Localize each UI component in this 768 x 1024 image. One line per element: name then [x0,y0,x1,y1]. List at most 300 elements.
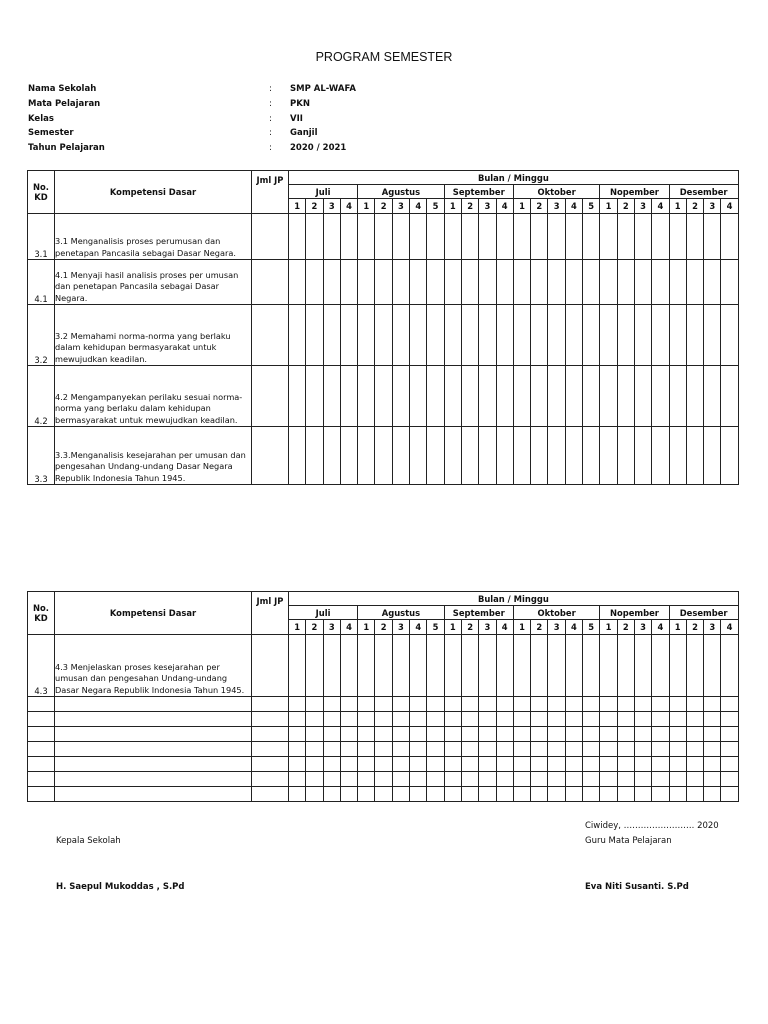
week-cell[interactable] [513,772,530,787]
week-cell[interactable] [479,366,496,427]
week-cell[interactable] [496,697,513,712]
week-cell[interactable] [392,214,409,260]
week-cell[interactable] [548,757,565,772]
week-cell[interactable] [306,366,323,427]
jml-jp-cell[interactable] [252,727,289,742]
week-cell[interactable] [565,697,582,712]
week-cell[interactable] [704,787,721,802]
week-cell[interactable] [617,305,634,366]
week-cell[interactable] [496,772,513,787]
week-cell[interactable] [358,214,375,260]
week-cell[interactable] [531,305,548,366]
week-cell[interactable] [392,757,409,772]
week-cell[interactable] [548,427,565,485]
week-cell[interactable] [340,727,357,742]
week-cell[interactable] [617,214,634,260]
jml-jp-cell[interactable] [252,305,289,366]
week-cell[interactable] [565,712,582,727]
week-cell[interactable] [289,787,306,802]
week-cell[interactable] [652,260,669,305]
week-cell[interactable] [375,427,392,485]
week-cell[interactable] [410,727,427,742]
week-cell[interactable] [669,427,686,485]
week-cell[interactable] [479,697,496,712]
week-cell[interactable] [358,772,375,787]
week-cell[interactable] [323,635,340,697]
week-cell[interactable] [375,260,392,305]
week-cell[interactable] [306,260,323,305]
week-cell[interactable] [479,772,496,787]
week-cell[interactable] [513,697,530,712]
week-cell[interactable] [704,757,721,772]
week-cell[interactable] [323,427,340,485]
week-cell[interactable] [427,366,444,427]
week-cell[interactable] [358,697,375,712]
week-cell[interactable] [600,214,617,260]
week-cell[interactable] [634,260,651,305]
week-cell[interactable] [565,635,582,697]
week-cell[interactable] [289,772,306,787]
week-cell[interactable] [669,712,686,727]
week-cell[interactable] [652,697,669,712]
week-cell[interactable] [461,787,478,802]
week-cell[interactable] [704,742,721,757]
week-cell[interactable] [634,635,651,697]
week-cell[interactable] [410,305,427,366]
week-cell[interactable] [652,787,669,802]
week-cell[interactable] [340,427,357,485]
week-cell[interactable] [583,260,600,305]
week-cell[interactable] [358,742,375,757]
week-cell[interactable] [410,712,427,727]
week-cell[interactable] [531,214,548,260]
week-cell[interactable] [686,427,703,485]
week-cell[interactable] [565,757,582,772]
week-cell[interactable] [600,366,617,427]
week-cell[interactable] [686,214,703,260]
week-cell[interactable] [704,427,721,485]
jml-jp-cell[interactable] [252,772,289,787]
week-cell[interactable] [600,772,617,787]
week-cell[interactable] [461,260,478,305]
week-cell[interactable] [513,214,530,260]
week-cell[interactable] [306,427,323,485]
week-cell[interactable] [721,214,738,260]
week-cell[interactable] [323,366,340,427]
week-cell[interactable] [427,757,444,772]
week-cell[interactable] [340,260,357,305]
week-cell[interactable] [479,260,496,305]
week-cell[interactable] [617,635,634,697]
week-cell[interactable] [375,697,392,712]
week-cell[interactable] [721,712,738,727]
week-cell[interactable] [496,712,513,727]
week-cell[interactable] [686,772,703,787]
week-cell[interactable] [461,757,478,772]
week-cell[interactable] [565,214,582,260]
week-cell[interactable] [634,427,651,485]
week-cell[interactable] [531,366,548,427]
week-cell[interactable] [634,366,651,427]
week-cell[interactable] [669,635,686,697]
week-cell[interactable] [410,742,427,757]
week-cell[interactable] [323,305,340,366]
week-cell[interactable] [461,772,478,787]
jml-jp-cell[interactable] [252,427,289,485]
week-cell[interactable] [704,727,721,742]
week-cell[interactable] [375,772,392,787]
week-cell[interactable] [427,742,444,757]
week-cell[interactable] [548,260,565,305]
week-cell[interactable] [721,742,738,757]
week-cell[interactable] [289,635,306,697]
week-cell[interactable] [392,305,409,366]
week-cell[interactable] [617,366,634,427]
week-cell[interactable] [600,727,617,742]
week-cell[interactable] [548,712,565,727]
week-cell[interactable] [686,712,703,727]
week-cell[interactable] [375,787,392,802]
week-cell[interactable] [444,787,461,802]
week-cell[interactable] [513,427,530,485]
jml-jp-cell[interactable] [252,697,289,712]
week-cell[interactable] [323,712,340,727]
week-cell[interactable] [479,712,496,727]
week-cell[interactable] [704,305,721,366]
week-cell[interactable] [289,697,306,712]
week-cell[interactable] [306,787,323,802]
week-cell[interactable] [496,727,513,742]
week-cell[interactable] [548,635,565,697]
week-cell[interactable] [583,305,600,366]
week-cell[interactable] [358,366,375,427]
week-cell[interactable] [721,366,738,427]
week-cell[interactable] [513,727,530,742]
week-cell[interactable] [600,305,617,366]
week-cell[interactable] [583,787,600,802]
week-cell[interactable] [721,635,738,697]
week-cell[interactable] [583,742,600,757]
week-cell[interactable] [340,712,357,727]
week-cell[interactable] [496,427,513,485]
week-cell[interactable] [686,697,703,712]
week-cell[interactable] [427,260,444,305]
week-cell[interactable] [600,635,617,697]
week-cell[interactable] [704,366,721,427]
week-cell[interactable] [669,727,686,742]
week-cell[interactable] [513,635,530,697]
week-cell[interactable] [548,742,565,757]
week-cell[interactable] [617,787,634,802]
week-cell[interactable] [600,757,617,772]
week-cell[interactable] [565,366,582,427]
week-cell[interactable] [721,427,738,485]
week-cell[interactable] [461,727,478,742]
week-cell[interactable] [721,305,738,366]
week-cell[interactable] [652,772,669,787]
jml-jp-cell[interactable] [252,214,289,260]
week-cell[interactable] [669,214,686,260]
week-cell[interactable] [375,742,392,757]
week-cell[interactable] [289,214,306,260]
week-cell[interactable] [392,772,409,787]
week-cell[interactable] [427,712,444,727]
week-cell[interactable] [340,787,357,802]
week-cell[interactable] [565,742,582,757]
week-cell[interactable] [392,712,409,727]
week-cell[interactable] [617,697,634,712]
week-cell[interactable] [427,427,444,485]
week-cell[interactable] [496,366,513,427]
week-cell[interactable] [461,742,478,757]
week-cell[interactable] [686,742,703,757]
week-cell[interactable] [704,772,721,787]
week-cell[interactable] [600,742,617,757]
week-cell[interactable] [392,427,409,485]
week-cell[interactable] [583,635,600,697]
week-cell[interactable] [548,214,565,260]
week-cell[interactable] [513,757,530,772]
week-cell[interactable] [565,260,582,305]
week-cell[interactable] [340,772,357,787]
week-cell[interactable] [652,727,669,742]
week-cell[interactable] [496,635,513,697]
week-cell[interactable] [392,635,409,697]
week-cell[interactable] [306,742,323,757]
week-cell[interactable] [652,635,669,697]
week-cell[interactable] [704,635,721,697]
week-cell[interactable] [721,757,738,772]
week-cell[interactable] [704,697,721,712]
week-cell[interactable] [444,742,461,757]
jml-jp-cell[interactable] [252,742,289,757]
week-cell[interactable] [375,305,392,366]
week-cell[interactable] [686,260,703,305]
week-cell[interactable] [634,757,651,772]
week-cell[interactable] [340,697,357,712]
week-cell[interactable] [531,427,548,485]
week-cell[interactable] [444,727,461,742]
week-cell[interactable] [444,772,461,787]
week-cell[interactable] [375,635,392,697]
week-cell[interactable] [392,366,409,427]
week-cell[interactable] [323,727,340,742]
week-cell[interactable] [444,427,461,485]
week-cell[interactable] [444,305,461,366]
week-cell[interactable] [652,712,669,727]
week-cell[interactable] [461,305,478,366]
week-cell[interactable] [479,635,496,697]
week-cell[interactable] [358,727,375,742]
jml-jp-cell[interactable] [252,757,289,772]
week-cell[interactable] [583,727,600,742]
week-cell[interactable] [461,697,478,712]
week-cell[interactable] [583,772,600,787]
week-cell[interactable] [323,742,340,757]
week-cell[interactable] [617,260,634,305]
week-cell[interactable] [461,214,478,260]
week-cell[interactable] [410,787,427,802]
week-cell[interactable] [358,260,375,305]
week-cell[interactable] [496,757,513,772]
week-cell[interactable] [444,635,461,697]
jml-jp-cell[interactable] [252,712,289,727]
week-cell[interactable] [531,260,548,305]
week-cell[interactable] [600,697,617,712]
week-cell[interactable] [427,772,444,787]
week-cell[interactable] [669,305,686,366]
week-cell[interactable] [496,305,513,366]
week-cell[interactable] [410,366,427,427]
week-cell[interactable] [548,305,565,366]
week-cell[interactable] [617,772,634,787]
week-cell[interactable] [358,635,375,697]
week-cell[interactable] [427,727,444,742]
week-cell[interactable] [323,757,340,772]
week-cell[interactable] [392,742,409,757]
week-cell[interactable] [479,427,496,485]
week-cell[interactable] [617,727,634,742]
week-cell[interactable] [410,260,427,305]
jml-jp-cell[interactable] [252,787,289,802]
week-cell[interactable] [634,772,651,787]
week-cell[interactable] [306,727,323,742]
week-cell[interactable] [410,635,427,697]
week-cell[interactable] [289,727,306,742]
week-cell[interactable] [392,727,409,742]
week-cell[interactable] [479,727,496,742]
week-cell[interactable] [652,305,669,366]
week-cell[interactable] [531,635,548,697]
week-cell[interactable] [496,787,513,802]
week-cell[interactable] [652,214,669,260]
week-cell[interactable] [721,697,738,712]
week-cell[interactable] [461,427,478,485]
week-cell[interactable] [444,214,461,260]
week-cell[interactable] [652,757,669,772]
week-cell[interactable] [669,697,686,712]
week-cell[interactable] [479,214,496,260]
week-cell[interactable] [617,757,634,772]
week-cell[interactable] [686,305,703,366]
week-cell[interactable] [479,742,496,757]
week-cell[interactable] [340,757,357,772]
week-cell[interactable] [686,727,703,742]
week-cell[interactable] [427,697,444,712]
week-cell[interactable] [513,260,530,305]
week-cell[interactable] [669,757,686,772]
week-cell[interactable] [634,712,651,727]
week-cell[interactable] [323,260,340,305]
week-cell[interactable] [306,697,323,712]
week-cell[interactable] [600,427,617,485]
week-cell[interactable] [686,757,703,772]
week-cell[interactable] [306,635,323,697]
week-cell[interactable] [617,712,634,727]
week-cell[interactable] [704,712,721,727]
week-cell[interactable] [704,214,721,260]
week-cell[interactable] [306,214,323,260]
week-cell[interactable] [392,697,409,712]
week-cell[interactable] [392,787,409,802]
week-cell[interactable] [444,260,461,305]
week-cell[interactable] [461,635,478,697]
week-cell[interactable] [531,757,548,772]
week-cell[interactable] [634,727,651,742]
week-cell[interactable] [531,787,548,802]
week-cell[interactable] [583,697,600,712]
week-cell[interactable] [306,757,323,772]
week-cell[interactable] [496,214,513,260]
week-cell[interactable] [600,712,617,727]
week-cell[interactable] [340,742,357,757]
week-cell[interactable] [617,742,634,757]
week-cell[interactable] [392,260,409,305]
week-cell[interactable] [721,260,738,305]
week-cell[interactable] [306,772,323,787]
week-cell[interactable] [427,305,444,366]
week-cell[interactable] [461,366,478,427]
week-cell[interactable] [479,787,496,802]
week-cell[interactable] [583,757,600,772]
week-cell[interactable] [583,427,600,485]
week-cell[interactable] [289,757,306,772]
week-cell[interactable] [531,772,548,787]
week-cell[interactable] [565,772,582,787]
week-cell[interactable] [617,427,634,485]
week-cell[interactable] [565,787,582,802]
week-cell[interactable] [306,712,323,727]
week-cell[interactable] [565,727,582,742]
week-cell[interactable] [479,305,496,366]
week-cell[interactable] [444,757,461,772]
week-cell[interactable] [358,712,375,727]
week-cell[interactable] [583,712,600,727]
week-cell[interactable] [358,427,375,485]
week-cell[interactable] [652,742,669,757]
week-cell[interactable] [375,727,392,742]
week-cell[interactable] [323,772,340,787]
week-cell[interactable] [323,697,340,712]
week-cell[interactable] [600,260,617,305]
week-cell[interactable] [548,366,565,427]
week-cell[interactable] [289,712,306,727]
week-cell[interactable] [444,712,461,727]
week-cell[interactable] [375,712,392,727]
week-cell[interactable] [634,742,651,757]
week-cell[interactable] [565,305,582,366]
week-cell[interactable] [410,697,427,712]
week-cell[interactable] [565,427,582,485]
week-cell[interactable] [531,712,548,727]
week-cell[interactable] [444,366,461,427]
week-cell[interactable] [669,787,686,802]
week-cell[interactable] [410,427,427,485]
week-cell[interactable] [669,772,686,787]
week-cell[interactable] [721,787,738,802]
week-cell[interactable] [548,772,565,787]
week-cell[interactable] [686,366,703,427]
week-cell[interactable] [358,757,375,772]
week-cell[interactable] [427,214,444,260]
week-cell[interactable] [531,697,548,712]
week-cell[interactable] [410,757,427,772]
week-cell[interactable] [340,305,357,366]
week-cell[interactable] [375,214,392,260]
week-cell[interactable] [513,742,530,757]
week-cell[interactable] [634,697,651,712]
week-cell[interactable] [496,742,513,757]
